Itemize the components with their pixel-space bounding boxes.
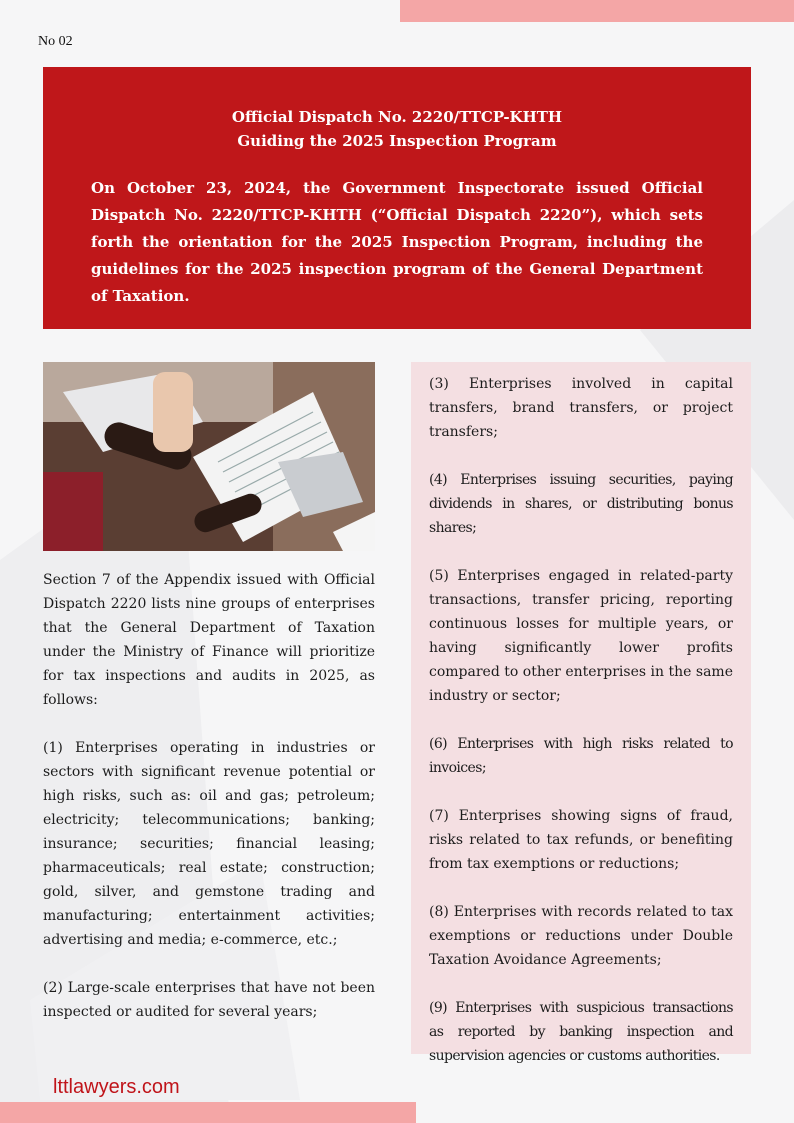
right-column-panel [411,362,751,1064]
banner-summary: On October 23, 2024, the Government Inspectorate issued Official Dispatch No. 2220/TTCP-KHTH (“Official Dispatch 2220”), which sets forth the orientation for the 2025 Inspection Program, including the guidelines for the 2025 inspection program of the General Department of Taxation. [91,179,703,305]
document-review-photo [43,362,375,551]
left-column [43,568,375,1048]
page-number: No 02 [38,34,73,49]
banner-title-line1: Official Dispatch No. 2220/TTCP-KHTH [231,108,563,126]
list-item-3: (3) Enterprises involved in capital transfers, brand transfers, or project transfers; [429,376,733,440]
list-item-1: (1) Enterprises operating in industries or sectors with significant revenue potential or high risks, such as: oil and gas; petroleum; electricity; telecommunications; banking; insurance; securities; financial leasing; pharmaceuticals; real estate; construction; gold, silver, and gemstone trading and manufacturing; entertainment activities; advertising and media; e-commerce, etc.; [43,740,375,948]
list-item-2: (2) Large-scale enterprises that have not been inspected or audited for several years; [43,980,375,1020]
bottom-accent-bar [0,1102,416,1123]
website-link[interactable]: lttlawyers.com [53,1076,180,1098]
top-accent-bar [400,0,794,22]
photo-illustration [43,362,375,551]
banner-title-line2: Guiding the 2025 Inspection Program [237,132,557,150]
list-item-7: (7) Enterprises showing signs of fraud, risks related to tax refunds, or benefiting from tax exemptions or reductions; [429,808,733,872]
list-item-9: (9) Enterprises with suspicious transactions as reported by banking inspection and supervision agencies or customs authorities. [429,1000,733,1064]
list-item-6: (6) Enterprises with high risks related to invoices; [429,736,733,776]
header-banner [43,67,751,329]
list-item-8: (8) Enterprises with records related to tax exemptions or reductions under Double Taxation Avoidance Agreements; [429,904,733,968]
intro-paragraph: Section 7 of the Appendix issued with Official Dispatch 2220 lists nine groups of enterprises that the General Department of Taxation under the Ministry of Finance will prioritize for tax inspections and audits in 2025, as follows: [43,572,375,708]
list-item-5: (5) Enterprises engaged in related-party transactions, transfer pricing, reporting continuous losses for multiple years, or having significantly lower profits compared to other enterprises in the same industry or sector; [429,568,733,704]
list-item-4: (4) Enterprises issuing securities, paying dividends in shares, or distributing bonus shares; [429,472,733,536]
